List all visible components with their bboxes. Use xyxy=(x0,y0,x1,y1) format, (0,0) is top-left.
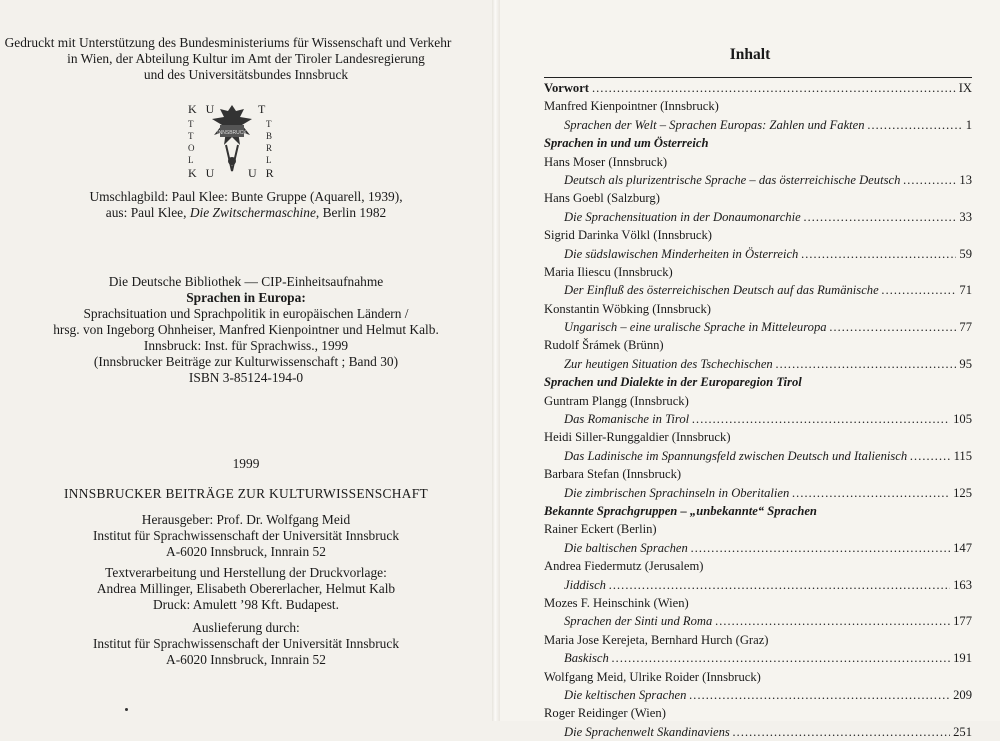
toc-entry-title xyxy=(544,281,972,299)
toc-author: Maria Jose Kerejeta, Bernhard Hurch (Graz) xyxy=(544,632,769,647)
toc-author: Guntram Plangg (Innsbruck) xyxy=(544,393,689,408)
toc-entry-title xyxy=(544,649,972,667)
svg-text:T: T xyxy=(258,102,269,116)
toc-author: Konstantin Wöbking (Innsbruck) xyxy=(544,301,711,316)
toc-entry-title xyxy=(544,171,972,189)
toc-entry-text: Das Romanische in Tirol xyxy=(564,412,690,427)
svg-text:T: T xyxy=(188,119,194,129)
cover-line-2 xyxy=(0,205,492,221)
toc-entry-title xyxy=(544,576,972,594)
toc-entry-text: Baskisch xyxy=(564,651,609,666)
cover-pre: aus: Paul Klee, xyxy=(105,205,190,220)
toc-entry-text: Ungarisch – eine uralische Sprache in Mitteleuropa xyxy=(564,320,827,335)
toc-author: Maria Iliescu (Innsbruck) xyxy=(544,264,673,279)
leader-dots xyxy=(692,410,950,428)
toc-section-heading: Bekannte Sprachgruppen – „unbekannte“ Sprachen xyxy=(544,503,817,518)
leader-dots xyxy=(691,539,950,557)
toc-entry-text: Die baltischen Sprachen xyxy=(564,540,688,555)
toc-entry-vorwort xyxy=(544,79,972,97)
leader-dots xyxy=(776,355,957,373)
toc-author: Andrea Fiedermutz (Jerusalem) xyxy=(544,559,704,574)
leader-dots xyxy=(733,723,950,741)
leader-dots xyxy=(801,245,956,263)
toc-page-number: 251 xyxy=(953,724,972,739)
year: 1999 xyxy=(232,456,260,471)
svg-text:B: B xyxy=(266,131,273,141)
delivery-line-3: A-6020 Innsbruck, Innrain 52 xyxy=(166,652,326,667)
toc-page-number: 95 xyxy=(959,356,972,371)
toc-page-number: 177 xyxy=(953,614,972,629)
toc-page-number: 125 xyxy=(953,485,972,500)
toc-page-number: 147 xyxy=(953,540,972,555)
cip-line-3: Innsbruck: Inst. für Sprachwiss., 1999 xyxy=(143,338,349,353)
toc-entry-title xyxy=(544,116,972,134)
production-line-3: Druck: Amulett ’98 Kft. Budapest. xyxy=(153,597,339,612)
svg-text:K U: K U xyxy=(188,102,218,116)
support-line-2: in Wien, der Abteilung Kultur im Amt der Tiroler Landesregierung xyxy=(67,51,425,66)
toc-entry-title xyxy=(544,723,972,741)
toc-entry-title xyxy=(544,208,972,226)
support-note xyxy=(0,35,492,83)
toc-entry-title xyxy=(544,612,972,630)
toc-author: Rainer Eckert (Berlin) xyxy=(544,522,657,537)
toc-title: Inhalt xyxy=(729,46,771,63)
toc-page-number: 13 xyxy=(959,172,972,187)
leader-dots xyxy=(689,686,950,704)
production-line-1: Textverarbeitung und Herstellung der Druckvorlage: xyxy=(105,565,387,580)
leader-dots xyxy=(882,281,957,299)
cover-line-1: Umschlagbild: Paul Klee: Bunte Gruppe (Aquarell, 1939), xyxy=(89,189,403,204)
toc-entry-title xyxy=(544,410,972,428)
delivery-line-1: Auslieferung durch: xyxy=(192,620,300,635)
cip-line-2: hrsg. von Ingeborg Ohnheiser, Manfred Kienpointner und Helmut Kalb. xyxy=(53,322,439,337)
toc-author: Sigrid Darinka Völkl (Innsbruck) xyxy=(544,228,713,243)
isbn: ISBN 3-85124-194-0 xyxy=(188,370,304,385)
toc-entry-text: Der Einfluß des österreichischen Deutsch auf das Rumänische xyxy=(564,283,879,298)
toc-entry-text: Die keltischen Sprachen xyxy=(564,687,687,702)
delivery-block xyxy=(0,620,492,668)
editor-block xyxy=(0,512,492,560)
toc-page-number: 209 xyxy=(953,687,972,702)
svg-text:O: O xyxy=(188,143,195,153)
leader-dots xyxy=(910,447,950,465)
cip-title: Sprachen in Europa: xyxy=(186,290,306,305)
leader-dots xyxy=(903,171,956,189)
svg-text:T: T xyxy=(266,119,272,129)
toc-page-number: 71 xyxy=(959,283,972,298)
editor-line-2: Institut für Sprachwissenschaft der Universität Innsbruck xyxy=(92,528,400,543)
svg-text:L: L xyxy=(266,155,272,165)
toc-entry-text: Deutsch als plurizentrische Sprache – das österreichische Deutsch xyxy=(564,172,901,187)
cip-line-4: (Innsbrucker Beiträge zur Kulturwissenschaft ; Band 30) xyxy=(93,354,399,369)
leader-dots xyxy=(609,576,950,594)
toc-entry-text: Zur heutigen Situation des Tschechischen xyxy=(564,356,773,371)
toc-page-number: 1 xyxy=(965,117,972,132)
cover-post: , Berlin 1982 xyxy=(315,205,387,220)
toc-author: Barbara Stefan (Innsbruck) xyxy=(544,467,682,482)
toc-page-number: 33 xyxy=(959,209,972,224)
toc-rule xyxy=(544,77,972,78)
table-of-contents xyxy=(544,79,972,741)
toc-entry-text: Sprachen der Welt – Sprachen Europas: Zahlen und Fakten xyxy=(564,117,865,132)
editor-line-1: Herausgeber: Prof. Dr. Wolfgang Meid xyxy=(141,512,351,527)
toc-author: Wolfgang Meid, Ulrike Roider (Innsbruck) xyxy=(544,669,761,684)
toc-entry-text: Das Ladinische im Spannungsfeld zwischen Deutsch und Italienisch xyxy=(564,448,908,463)
svg-text:R: R xyxy=(266,143,273,153)
toc-entry-title xyxy=(544,447,972,465)
toc-page-number: 77 xyxy=(959,320,972,335)
toc-page-number: 191 xyxy=(953,651,972,666)
toc-author: Heidi Siller-Runggaldier (Innsbruck) xyxy=(544,430,731,445)
cip-block xyxy=(0,274,492,386)
toc-author: Roger Reidinger (Wien) xyxy=(544,706,666,721)
toc-section-heading: Sprachen in und um Österreich xyxy=(544,136,709,151)
support-line-1: Gedruckt mit Unterstützung des Bundesministeriums für Wissenschaft und Verkehr xyxy=(4,35,452,50)
toc-author: Hans Moser (Innsbruck) xyxy=(544,154,668,169)
toc-entry-title xyxy=(544,318,972,336)
toc-entry-title xyxy=(544,686,972,704)
toc-author: Mozes F. Heinschink (Wien) xyxy=(544,595,689,610)
leader-dots xyxy=(868,116,963,134)
leader-dots xyxy=(592,79,956,97)
book-gutter xyxy=(492,0,500,721)
toc-page-number: 115 xyxy=(953,448,972,463)
toc-entry-text: Die südslawischen Minderheiten in Österreich xyxy=(564,246,799,261)
toc-entry-text: Die Sprachenwelt Skandinaviens xyxy=(564,724,730,739)
production-block xyxy=(0,565,492,613)
toc-entry-title xyxy=(544,539,972,557)
toc-author: Rudolf Šrámek (Brünn) xyxy=(544,338,664,353)
toc-entry-title xyxy=(544,355,972,373)
toc-author: Hans Goebl (Salzburg) xyxy=(544,191,660,206)
right-page xyxy=(500,0,1000,739)
toc-entry-title xyxy=(544,484,972,502)
toc-page-number: 163 xyxy=(953,577,972,592)
toc-entry-text: Die zimbrischen Sprachinseln in Oberitalien xyxy=(564,485,790,500)
leader-dots xyxy=(792,484,950,502)
toc-author: Manfred Kienpointner (Innsbruck) xyxy=(544,99,719,114)
left-page xyxy=(0,0,492,721)
svg-text:K U: K U xyxy=(188,166,218,180)
cover-credit xyxy=(0,189,492,221)
leader-dots xyxy=(830,318,957,336)
kunst-kultur-logo xyxy=(182,101,282,181)
cip-line-1: Sprachsituation und Sprachpolitik in europäischen Ländern / xyxy=(83,306,409,321)
toc-page-number: 59 xyxy=(959,246,972,261)
leader-dots xyxy=(804,208,957,226)
production-line-2: Andrea Millinger, Elisabeth Obererlacher, Helmut Kalb xyxy=(96,581,396,596)
series-title: INNSBRUCKER BEITRÄGE ZUR KULTURWISSENSCHAFT xyxy=(64,486,428,501)
editor-line-3: A-6020 Innsbruck, Innrain 52 xyxy=(166,544,326,559)
toc-page-number: 105 xyxy=(953,412,972,427)
toc-entry-text: Jiddisch xyxy=(564,577,606,592)
toc-entry-title xyxy=(544,245,972,263)
svg-text:INNSBRUCK: INNSBRUCK xyxy=(217,130,247,136)
leader-dots xyxy=(715,612,950,630)
stray-mark xyxy=(125,708,128,711)
svg-text:U R: U R xyxy=(248,166,277,180)
toc-entry-text: Die Sprachensituation in der Donaumonarchie xyxy=(564,209,801,224)
toc-entry-text: Sprachen der Sinti und Roma xyxy=(564,614,713,629)
svg-text:L: L xyxy=(188,155,194,165)
toc-entry-text: Vorwort xyxy=(544,81,589,95)
leader-dots xyxy=(612,649,950,667)
toc-section-heading: Sprachen und Dialekte in der Europaregion Tirol xyxy=(544,375,802,390)
delivery-line-2: Institut für Sprachwissenschaft der Universität Innsbruck xyxy=(92,636,400,651)
cip-heading: Die Deutsche Bibliothek — CIP-Einheitsaufnahme xyxy=(108,274,384,289)
cover-work: Die Zwitschermaschine xyxy=(189,205,316,220)
support-line-3: und des Universitätsbundes Innsbruck xyxy=(143,67,349,82)
toc-page-number: IX xyxy=(958,81,972,95)
svg-text:T: T xyxy=(188,131,194,141)
